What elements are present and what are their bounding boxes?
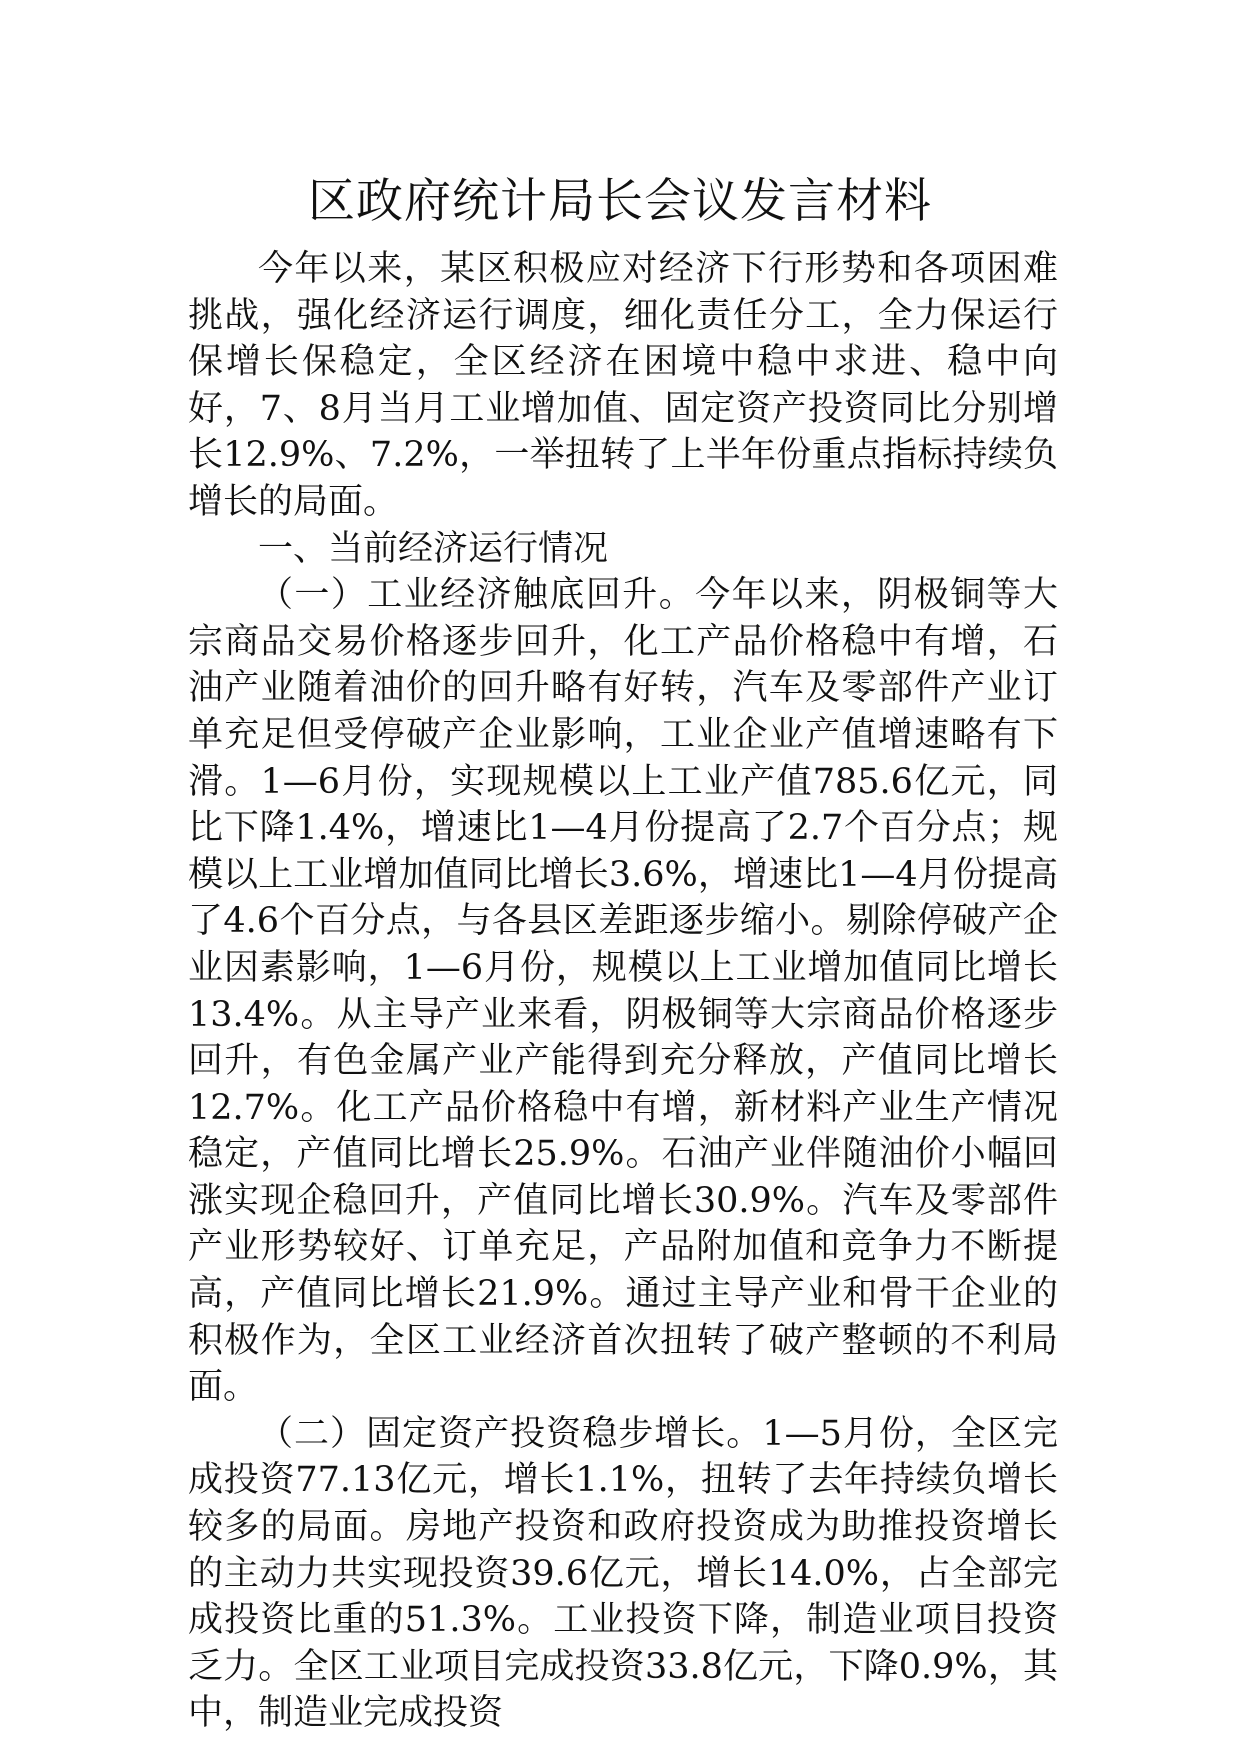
paragraph-industry: （一）工业经济触底回升。今年以来，阴极铜等大宗商品交易价格逐步回升，化工产品价格稳中有增，石油产业随着油价的回升略有好转，汽车及零部件产业订单充足但受停破产企业影响，工业企业产值增速略有下滑。1—6月份，实现规模以上工业产值785.6亿元，同比下降1.4%，增速比1—4月份提高了2.7个百分点；规模以上工业增加值同比增长3.6%，增速比1—4月份提高了4.6个百分点，与各县区差距逐步缩小。剔除停破产企业因素影响，1—6月份，规模以上工业增加值同比增长13.4%。从主导产业来看，阴极铜等大宗商品价格逐步回升，有色金属产业产能得到充分释放，产值同比增长12.7%。化工产品价格稳中有增，新材料产业生产情况稳定，产值同比增长25.9%。石油产业伴随油价小幅回涨实现企稳回升，产值同比增长30.9%。汽车及零部件产业形势较好、订单充足，产品附加值和竞争力不断提高，产值同比增长21.9%。通过主导产业和骨干企业的积极作为，全区工业经济首次扭转了破产整顿的不利局面。 <box>188 575 1058 1408</box>
document-title: 区政府统计局长会议发言材料 <box>308 174 932 229</box>
document-body <box>188 246 1058 1737</box>
paragraph-intro: 今年以来，某区积极应对经济下行形势和各项困难挑战，强化经济运行调度，细化责任分工，全力保运行保增长保稳定，全区经济在困境中稳中求进、稳中向好，7、8月当月工业增加值、固定资产投资同比分别增长12.9%、7.2%，一举扭转了上半年份重点指标持续负增长的局面。 <box>188 249 1058 522</box>
section-heading: 一、当前经济运行情况 <box>258 528 609 569</box>
paragraph-investment: （二）固定资产投资稳步增长。1—5月份，全区完成投资77.13亿元，增长1.1%，扭转了去年持续负增长较多的局面。房地产投资和政府投资成为助推投资增长的主动力共实现投资39.6亿元，增长14.0%，占全部完成投资比重的51.3%。工业投资下降，制造业项目投资乏力。全区工业项目完成投资33.8亿元，下降0.9%，其中，制造业完成投资 <box>188 1413 1058 1734</box>
